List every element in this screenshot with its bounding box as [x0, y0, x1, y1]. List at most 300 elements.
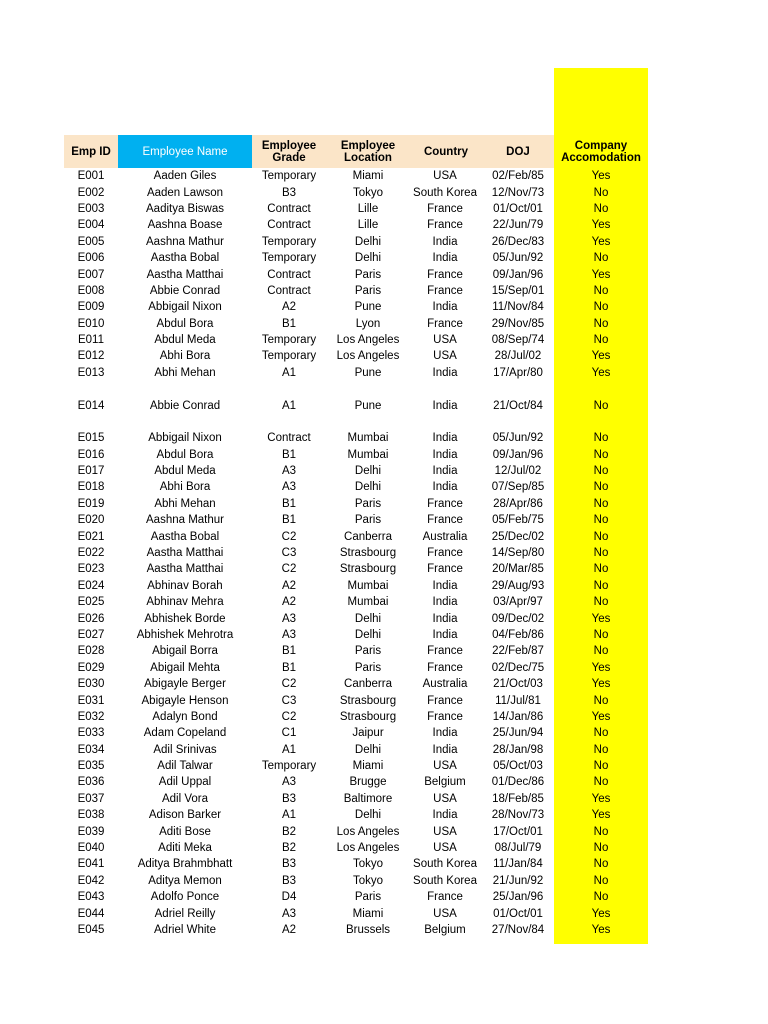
employee-name-cell: Abhi Bora [159, 350, 211, 363]
country-cell: India [432, 448, 458, 461]
table-row [0, 217, 768, 233]
accommodation-cell: No [593, 842, 609, 855]
country-cell: France [427, 661, 463, 674]
country-cell: India [432, 399, 458, 412]
grade-cell: C3 [281, 694, 297, 707]
employee-name-cell: Aditya Brahmbhatt [137, 858, 233, 871]
emp-id-cell: E039 [77, 825, 105, 838]
grade-cell: A2 [281, 923, 297, 936]
grade-cell: Contract [267, 268, 311, 281]
doj-cell: 12/Jul/02 [494, 465, 542, 478]
header-employee-location: Employee Location [326, 135, 410, 168]
employee-name-cell: Aashna Mathur [146, 514, 224, 527]
accommodation-cell: No [593, 760, 609, 773]
location-cell: Mumbai [347, 432, 389, 445]
location-cell: Delhi [354, 235, 382, 248]
accommodation-cell: No [593, 301, 609, 314]
doj-cell: 28/Apr/86 [493, 497, 543, 510]
table-row [0, 463, 768, 479]
accommodation-cell: No [593, 432, 609, 445]
employee-name-cell: Abhinav Borah [147, 579, 223, 592]
location-cell: Mumbai [347, 579, 389, 592]
country-cell: France [427, 317, 463, 330]
employee-name-cell: Abigail Mehta [150, 661, 220, 674]
emp-id-cell: E045 [77, 923, 105, 936]
location-cell: Delhi [354, 628, 382, 641]
accommodation-cell: Yes [591, 235, 611, 248]
emp-id-cell: E033 [77, 727, 105, 740]
doj-cell: 05/Jun/92 [492, 432, 544, 445]
emp-id-cell: E029 [77, 661, 105, 674]
location-cell: Jaipur [352, 727, 384, 740]
employee-name-cell: Adison Barker [148, 809, 222, 822]
accommodation-cell: Yes [591, 907, 611, 920]
employee-name-cell: Adil Talwar [157, 760, 213, 773]
country-cell: South Korea [413, 186, 477, 199]
employee-name-cell: Aditi Meka [158, 842, 212, 855]
doj-cell: 01/Dec/86 [491, 776, 545, 789]
table-row [0, 627, 768, 643]
grade-cell: Contract [267, 219, 311, 232]
location-cell: Los Angeles [336, 350, 400, 363]
employee-name-cell: Aastha Matthai [146, 268, 224, 281]
doj-cell: 22/Jun/79 [492, 219, 544, 232]
table-row [0, 660, 768, 676]
table-row [0, 316, 768, 332]
country-cell: India [432, 366, 458, 379]
doj-cell: 08/Sep/74 [491, 334, 545, 347]
table-row [0, 922, 768, 938]
grade-cell: B1 [281, 514, 297, 527]
country-cell: India [432, 612, 458, 625]
grade-cell: A3 [281, 465, 297, 478]
location-cell: Miami [352, 170, 384, 183]
location-cell: Los Angeles [336, 334, 400, 347]
location-cell: Lille [357, 202, 379, 215]
header-country: Country [410, 135, 482, 168]
location-cell: Brugge [349, 776, 387, 789]
table-row [0, 823, 768, 839]
country-cell: India [432, 465, 458, 478]
emp-id-cell: E017 [77, 465, 105, 478]
accommodation-cell: No [593, 891, 609, 904]
table-row [0, 545, 768, 561]
accommodation-cell: No [593, 448, 609, 461]
emp-id-cell: E018 [77, 481, 105, 494]
doj-cell: 21/Oct/03 [493, 678, 543, 691]
location-cell: Canberra [344, 530, 392, 543]
table-row [0, 250, 768, 266]
country-cell: India [432, 235, 458, 248]
emp-id-cell: E038 [77, 809, 105, 822]
employee-name-cell: Abhi Mehan [154, 366, 216, 379]
table-row [0, 283, 768, 299]
location-cell: Delhi [354, 809, 382, 822]
emp-id-cell: E023 [77, 563, 105, 576]
table-row [0, 594, 768, 610]
grade-cell: B2 [281, 842, 297, 855]
country-cell: Belgium [424, 776, 466, 789]
doj-cell: 11/Jul/81 [495, 694, 541, 707]
country-cell: India [432, 252, 458, 265]
country-cell: USA [433, 907, 457, 920]
location-cell: Baltimore [343, 792, 393, 805]
table-row [0, 184, 768, 200]
grade-cell: B3 [281, 792, 297, 805]
grade-cell: B3 [281, 858, 297, 871]
accommodation-cell: No [593, 252, 609, 265]
country-cell: South Korea [413, 874, 477, 887]
accommodation-cell: No [593, 317, 609, 330]
accommodation-cell: No [593, 334, 609, 347]
doj-cell: 02/Feb/85 [492, 170, 544, 183]
table-row [0, 742, 768, 758]
employee-name-cell: Aastha Matthai [146, 547, 224, 559]
grade-cell: A2 [281, 579, 297, 592]
location-cell: Miami [352, 760, 384, 773]
accommodation-cell: Yes [591, 268, 611, 281]
emp-id-cell: E015 [77, 432, 105, 445]
location-cell: Strasbourg [339, 710, 397, 723]
employee-name-cell: Adolfo Ponce [150, 891, 220, 904]
doj-cell: 01/Oct/01 [493, 202, 543, 215]
emp-id-cell: E009 [77, 301, 105, 314]
table-row [0, 201, 768, 217]
employee-name-cell: Abdul Meda [154, 465, 216, 478]
location-cell: Delhi [354, 612, 382, 625]
doj-cell: 28/Jan/98 [492, 743, 544, 756]
country-cell: USA [433, 825, 457, 838]
doj-cell: 14/Sep/80 [491, 547, 545, 559]
country-cell: Belgium [424, 923, 466, 936]
doj-cell: 11/Nov/84 [492, 301, 544, 314]
table-row [0, 299, 768, 315]
employee-name-cell: Aashna Mathur [146, 235, 224, 248]
emp-id-cell: E036 [77, 776, 105, 789]
doj-cell: 14/Jan/86 [492, 710, 544, 723]
table-row [0, 856, 768, 872]
location-cell: Los Angeles [336, 842, 400, 855]
employee-name-cell: Aashna Boase [147, 219, 223, 232]
employee-name-cell: Abdul Bora [156, 448, 214, 461]
doj-cell: 05/Oct/03 [493, 760, 543, 773]
location-cell: Paris [354, 645, 382, 658]
emp-id-cell: E044 [77, 907, 105, 920]
accommodation-cell: No [593, 694, 609, 707]
employee-name-cell: Abbie Conrad [149, 399, 221, 412]
country-cell: USA [433, 792, 457, 805]
country-cell: France [427, 891, 463, 904]
emp-id-cell: E042 [77, 874, 105, 887]
accommodation-cell: No [593, 547, 609, 559]
grade-cell: C2 [281, 563, 297, 576]
grade-cell: C3 [281, 547, 297, 559]
employee-name-cell: Aaditya Biswas [146, 202, 224, 215]
employee-name-cell: Abbigail Nixon [148, 432, 222, 445]
accommodation-cell: No [593, 743, 609, 756]
table-body [0, 168, 768, 938]
accommodation-cell: No [593, 202, 609, 215]
location-cell: Strasbourg [339, 547, 397, 559]
doj-cell: 15/Sep/01 [491, 284, 545, 297]
country-cell: India [432, 579, 458, 592]
accommodation-cell: Yes [591, 366, 611, 379]
location-cell: Paris [354, 661, 382, 674]
accommodation-cell: Yes [591, 710, 611, 723]
location-cell: Tokyo [352, 858, 384, 871]
doj-cell: 20/Mar/85 [492, 563, 544, 576]
employee-name-cell: Aditya Memon [148, 874, 222, 887]
doj-cell: 02/Dec/75 [491, 661, 545, 674]
accommodation-cell: No [593, 399, 609, 412]
accommodation-cell: No [593, 628, 609, 641]
grade-cell: Contract [267, 202, 311, 215]
emp-id-cell: E011 [77, 334, 104, 347]
employee-name-cell: Aditi Bose [159, 825, 211, 838]
emp-id-cell: E026 [77, 612, 105, 625]
emp-id-cell: E031 [77, 694, 105, 707]
doj-cell: 01/Oct/01 [493, 907, 543, 920]
emp-id-cell: E001 [77, 170, 105, 183]
doj-cell: 11/Jan/84 [493, 858, 543, 871]
grade-cell: C2 [281, 710, 297, 723]
accommodation-cell: No [593, 596, 609, 609]
accommodation-cell: No [593, 858, 609, 871]
grade-cell: A3 [281, 628, 297, 641]
accommodation-cell: Yes [591, 809, 611, 822]
employee-name-cell: Adriel Reilly [154, 907, 216, 920]
table-row [0, 168, 768, 184]
emp-id-cell: E004 [77, 219, 105, 232]
country-cell: Australia [422, 530, 468, 543]
employee-name-cell: Abigayle Berger [144, 678, 226, 691]
grade-cell: Temporary [261, 350, 317, 363]
country-cell: France [427, 710, 463, 723]
location-cell: Pune [354, 366, 382, 379]
grade-cell: B1 [281, 645, 297, 658]
table-row [0, 774, 768, 790]
table-row [0, 446, 768, 462]
country-cell: USA [433, 350, 457, 363]
employee-name-cell: Abhishek Mehrotra [136, 628, 234, 641]
country-cell: India [432, 432, 458, 445]
location-cell: Tokyo [352, 874, 384, 887]
header-employee-name: Employee Name [118, 135, 252, 168]
location-cell: Paris [354, 268, 382, 281]
employee-name-cell: Abdul Bora [156, 317, 214, 330]
doj-cell: 27/Nov/84 [491, 923, 545, 936]
table-row [0, 643, 768, 659]
emp-id-cell: E014 [77, 399, 105, 412]
location-cell: Strasbourg [339, 694, 397, 707]
emp-id-cell: E041 [77, 858, 105, 871]
accommodation-cell: Yes [591, 792, 611, 805]
grade-cell: B3 [281, 186, 297, 199]
country-cell: India [432, 809, 458, 822]
doj-cell: 09/Dec/02 [491, 612, 545, 625]
accommodation-cell: Yes [591, 661, 611, 674]
table-row [0, 528, 768, 544]
emp-id-cell: E037 [77, 792, 105, 805]
emp-id-cell: E030 [77, 678, 105, 691]
doj-cell: 25/Jun/94 [492, 727, 544, 740]
grade-cell: B2 [281, 825, 297, 838]
table-row [0, 905, 768, 921]
emp-id-cell: E032 [77, 710, 105, 723]
table-row [0, 873, 768, 889]
country-cell: France [427, 514, 463, 527]
accommodation-cell: Yes [591, 219, 611, 232]
location-cell: Paris [354, 891, 382, 904]
grade-cell: B1 [281, 661, 297, 674]
doj-cell: 18/Feb/85 [492, 792, 544, 805]
country-cell: India [432, 481, 458, 494]
grade-cell: B3 [281, 874, 297, 887]
grade-cell: B1 [281, 497, 297, 510]
location-cell: Los Angeles [336, 825, 400, 838]
grade-cell: Contract [267, 284, 311, 297]
grade-cell: D4 [281, 891, 297, 904]
emp-id-cell: E024 [77, 579, 105, 592]
grade-cell: A2 [281, 596, 297, 609]
country-cell: India [432, 727, 458, 740]
country-cell: France [427, 202, 463, 215]
grade-cell: Temporary [261, 252, 317, 265]
employee-name-cell: Aastha Bobal [150, 252, 220, 265]
grade-cell: B1 [281, 448, 297, 461]
table-row [0, 266, 768, 282]
doj-cell: 09/Jan/96 [492, 448, 544, 461]
table-row [0, 348, 768, 364]
grade-cell: A2 [281, 301, 297, 314]
doj-cell: 28/Jul/02 [494, 350, 542, 363]
emp-id-cell: E028 [77, 645, 105, 658]
country-cell: India [432, 743, 458, 756]
doj-cell: 26/Dec/83 [491, 235, 545, 248]
accommodation-cell: No [593, 727, 609, 740]
country-cell: France [427, 563, 463, 576]
employee-name-cell: Abhinav Mehra [146, 596, 224, 609]
doj-cell: 03/Apr/97 [493, 596, 543, 609]
country-cell: India [432, 301, 458, 314]
emp-id-cell: E002 [77, 186, 105, 199]
emp-id-cell: E020 [77, 514, 105, 527]
header-emp-id: Emp ID [64, 135, 118, 168]
doj-cell: 21/Jun/92 [492, 874, 544, 887]
location-cell: Paris [354, 284, 382, 297]
country-cell: France [427, 219, 463, 232]
employee-name-cell: Aaden Lawson [146, 186, 224, 199]
doj-cell: 25/Jan/96 [492, 891, 544, 904]
emp-id-cell: E043 [77, 891, 105, 904]
accommodation-cell: No [593, 497, 609, 510]
grade-cell: A1 [281, 809, 297, 822]
accommodation-cell: Yes [591, 923, 611, 936]
doj-cell: 05/Feb/75 [492, 514, 544, 527]
employee-name-cell: Adam Copeland [143, 727, 227, 740]
emp-id-cell: E022 [77, 547, 105, 559]
header-doj: DOJ [482, 135, 554, 168]
accommodation-cell: No [593, 563, 609, 576]
doj-cell: 21/Oct/84 [493, 399, 543, 412]
table-row [0, 610, 768, 626]
location-cell: Delhi [354, 252, 382, 265]
table-row [0, 234, 768, 250]
accommodation-cell: No [593, 481, 609, 494]
accommodation-cell: No [593, 284, 609, 297]
grade-cell: Temporary [261, 760, 317, 773]
location-cell: Delhi [354, 743, 382, 756]
doj-cell: 04/Feb/86 [492, 628, 544, 641]
emp-id-cell: E012 [77, 350, 105, 363]
table-row [0, 889, 768, 905]
grade-cell: A3 [281, 481, 297, 494]
location-cell: Pune [354, 399, 382, 412]
table-row [0, 725, 768, 741]
country-cell: France [427, 497, 463, 510]
employee-name-cell: Adil Vora [161, 792, 209, 805]
grade-cell: A1 [281, 399, 297, 412]
table-row [0, 676, 768, 692]
emp-id-cell: E040 [77, 842, 105, 855]
employee-name-cell: Abbie Conrad [149, 284, 221, 297]
emp-id-cell: E006 [77, 252, 105, 265]
location-cell: Tokyo [352, 186, 384, 199]
location-cell: Miami [352, 907, 384, 920]
accommodation-cell: No [593, 776, 609, 789]
doj-cell: 29/Aug/93 [491, 579, 545, 592]
grade-cell: Temporary [261, 334, 317, 347]
grade-cell: Contract [267, 432, 311, 445]
country-cell: France [427, 645, 463, 658]
emp-id-cell: E019 [77, 497, 105, 510]
emp-id-cell: E007 [77, 268, 105, 281]
accommodation-cell: No [593, 530, 609, 543]
grade-cell: C1 [281, 727, 297, 740]
accommodation-cell: No [593, 825, 609, 838]
employee-name-cell: Abbigail Nixon [148, 301, 222, 314]
emp-id-cell: E008 [77, 284, 105, 297]
grade-cell: A3 [281, 612, 297, 625]
table-row [0, 365, 768, 381]
location-cell: Paris [354, 514, 382, 527]
doj-cell: 25/Dec/02 [491, 530, 545, 543]
accommodation-cell: No [593, 465, 609, 478]
grade-cell: B1 [281, 317, 297, 330]
table-row [0, 791, 768, 807]
emp-id-cell: E013 [77, 366, 105, 379]
doj-cell: 17/Oct/01 [493, 825, 543, 838]
grade-cell: C2 [281, 678, 297, 691]
grade-cell: A1 [281, 743, 297, 756]
doj-cell: 28/Nov/73 [491, 809, 545, 822]
accommodation-cell: Yes [591, 170, 611, 183]
grade-cell: Temporary [261, 170, 317, 183]
emp-id-cell: E005 [77, 235, 105, 248]
doj-cell: 29/Nov/85 [491, 317, 545, 330]
emp-id-cell: E016 [77, 448, 105, 461]
header-company-accommodation: Company Accomodation [554, 135, 648, 168]
grade-cell: C2 [281, 530, 297, 543]
accommodation-cell: No [593, 186, 609, 199]
emp-id-cell: E027 [77, 628, 105, 641]
country-cell: USA [433, 170, 457, 183]
accommodation-cell: No [593, 579, 609, 592]
table-row [0, 758, 768, 774]
emp-id-cell: E010 [77, 317, 105, 330]
grade-cell: A1 [281, 366, 297, 379]
location-cell: Delhi [354, 465, 382, 478]
